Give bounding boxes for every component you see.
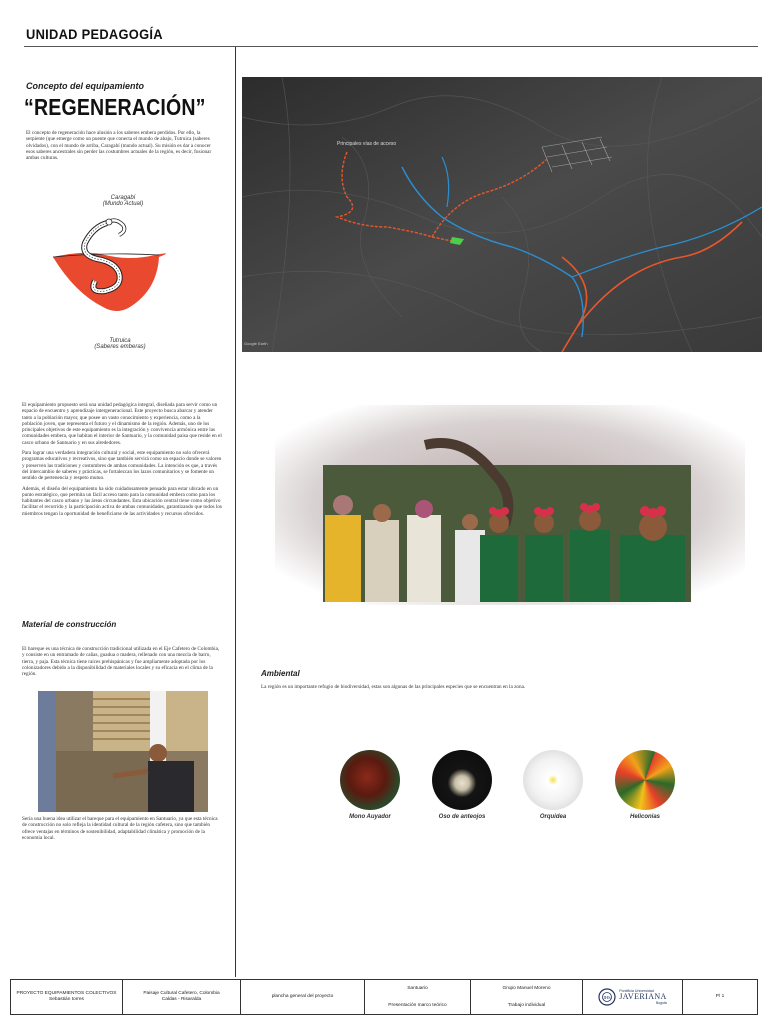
footer-project: [11, 980, 123, 1014]
top-divider: [24, 46, 758, 47]
footer-page: [683, 980, 757, 1014]
page-title: UNIDAD PEDAGOGÍA: [26, 26, 163, 42]
body-paragraph-2: Para lograr una verdadera integración cultural y social, este equipamiento no solo ofrecerá programas educativos y recreativos, sino que también servirá como un espacio donde se valoren y preserven las tradiciones y costumbres de ambas comunidades. La intención es que, a través del intercambio de saberes y prácticas, se fortalezcan los lazos comunitarios y se fomente un sentido de pertenencia y respeto mutuo.: [22, 450, 222, 482]
footer-project-name: PROYECTO EQUIPAMIENTOS COLECTIVOS: [16, 991, 117, 996]
species-label: Heliconias: [629, 814, 660, 820]
body-paragraph-1: El equipamiento propuesto será una unidad pedagógica integral, diseñada para servir como un espacio de encuentro y aprendizaje intergeneracional. Este proyecto busca abarcar y atender tanto a la población mayor, que posee un vasto conocimiento y experiencia, como a la población joven, que representa el futuro y el dinamismo de la región. Además, uno de los principales objetivos de este equipamiento es la integración y convivencia armónica entre las comunidades embera, que habitan el interior de Santuario, y la comunidad paisa que reside en el casco urbano de Santuario y en sus alrededores.: [22, 402, 222, 446]
university-logo: [583, 980, 683, 1014]
ambient-heading: Ambiental: [261, 669, 300, 678]
footer-town: [365, 980, 471, 1014]
material-text: El bareque es una técnica de construcción tradicional utilizada en el Eje Cafetero de Colombia, y consiste en un entramado de cañas, guadua o madera, rellenado con una mezcla de barro, tierra, y paja. Esta técnica tiene raíces prehispánicas y fue ampliamente adoptada por los colonizadores debido a la disponibilidad de materiales locales y su eficacia en el clima de la región.: [22, 646, 220, 678]
university-seal-icon: [598, 988, 616, 1006]
species-label: Mono Auyador: [349, 814, 391, 820]
species-spectacled-bear: [422, 750, 502, 820]
map-credit: Google Earth: [244, 341, 268, 346]
serpent-diagram: [45, 195, 215, 355]
footer-town-name: Santuario: [407, 985, 428, 991]
material-heading: Material de construcción: [22, 620, 117, 629]
footer-place-2: Caldas - Risaralda: [161, 997, 202, 1002]
footer-presentation: Presentación marco teórico: [388, 1002, 447, 1008]
community-photo: [275, 405, 745, 605]
species-label: Oso de anteojos: [438, 814, 486, 820]
species-label: Orquidea: [539, 814, 567, 820]
body-paragraph-3: Además, el diseño del equipamiento ha sido cuidadosamente pensado para estar ubicado en un punto estratégico, que permita un fácil acceso tanto para la comunidad embera como para los habitantes del casco urbano y las áreas circundantes. Esta ubicación central tiene como objetivo facilitar el recorrido y la participación activa de ambas comunidades, garantizando que todos los miembros tengan la oportunidad de beneficiarse de las actividades y recursos ofrecidos.: [22, 485, 222, 517]
column-divider: [235, 47, 236, 977]
concept-text: El concepto de regeneración hace alusión a los saberes embera perdidos. Por ello, la serpiente (que emerge como un puente que conecta el mundo de abajo, Tutruica (saberes olvidados), con el mundo de arriba, Caragabí (mundo actual). Su misión es dar a conocer esos saberes ancestrales sin perder las costumbres actuales de la región, es decir, fusionar ambas culturas.: [26, 130, 212, 162]
ambient-text: La región es un importante refugio de biodiversidad, estas son algunas de las principales especies que se encuentran en la zona.: [261, 684, 526, 690]
orchid-photo: [523, 750, 583, 810]
tutruica-label: Tutruica (Saberes emberas): [94, 338, 146, 350]
university-name: JAVERIANA: [619, 992, 667, 1001]
footer-place-1: Paisaje Cultural Cafetero, Colombia: [143, 991, 220, 996]
material-text-2: Sería una buena idea utilizar el bareque para el equipamiento en Santuario, ya que esta técnica de construcción no solo refleja la identidad cultural de la región cafetera, sino que también ofrece ventajas en términos de sostenibilidad, adaptabilidad climática y promoción de la economía local.: [22, 816, 218, 841]
footer-work-type: Trabajo individual: [507, 1002, 546, 1008]
caragabi-label: Caragabí (Mundo Actual): [102, 195, 144, 207]
spectacled-bear-photo: [432, 750, 492, 810]
species-howler-monkey: [330, 750, 410, 820]
footer-sheet: [241, 980, 365, 1014]
serpent-bowl-icon: [45, 195, 215, 355]
body-text: [22, 402, 222, 521]
footer-group-name: Grupo Manuel Moreno: [502, 985, 551, 991]
footer-sheet-label: plancha general del proyecto: [271, 994, 334, 999]
map-route-label: Principales vías de acceso: [337, 141, 397, 147]
footer-group: [471, 980, 583, 1014]
university-top: Pontificia Universidad: [619, 989, 654, 993]
university-city: Bogotá: [655, 1001, 667, 1005]
footer-author: Sebastián torres: [49, 997, 84, 1002]
bareque-photo: [38, 691, 208, 812]
concept-heading: Concepto del equipamiento: [26, 81, 145, 91]
footer-page-number: P/ 1: [715, 994, 725, 999]
aerial-map: [242, 77, 762, 352]
heliconia-photo: [615, 750, 675, 810]
footer-location: [123, 980, 241, 1014]
title-block: [10, 979, 758, 1015]
species-orchid: [513, 750, 593, 820]
concept-title: “REGENERACIÓN”: [24, 94, 206, 120]
species-heliconia: [605, 750, 685, 820]
howler-monkey-photo: [340, 750, 400, 810]
svg-text:IHS: IHS: [603, 995, 611, 1000]
